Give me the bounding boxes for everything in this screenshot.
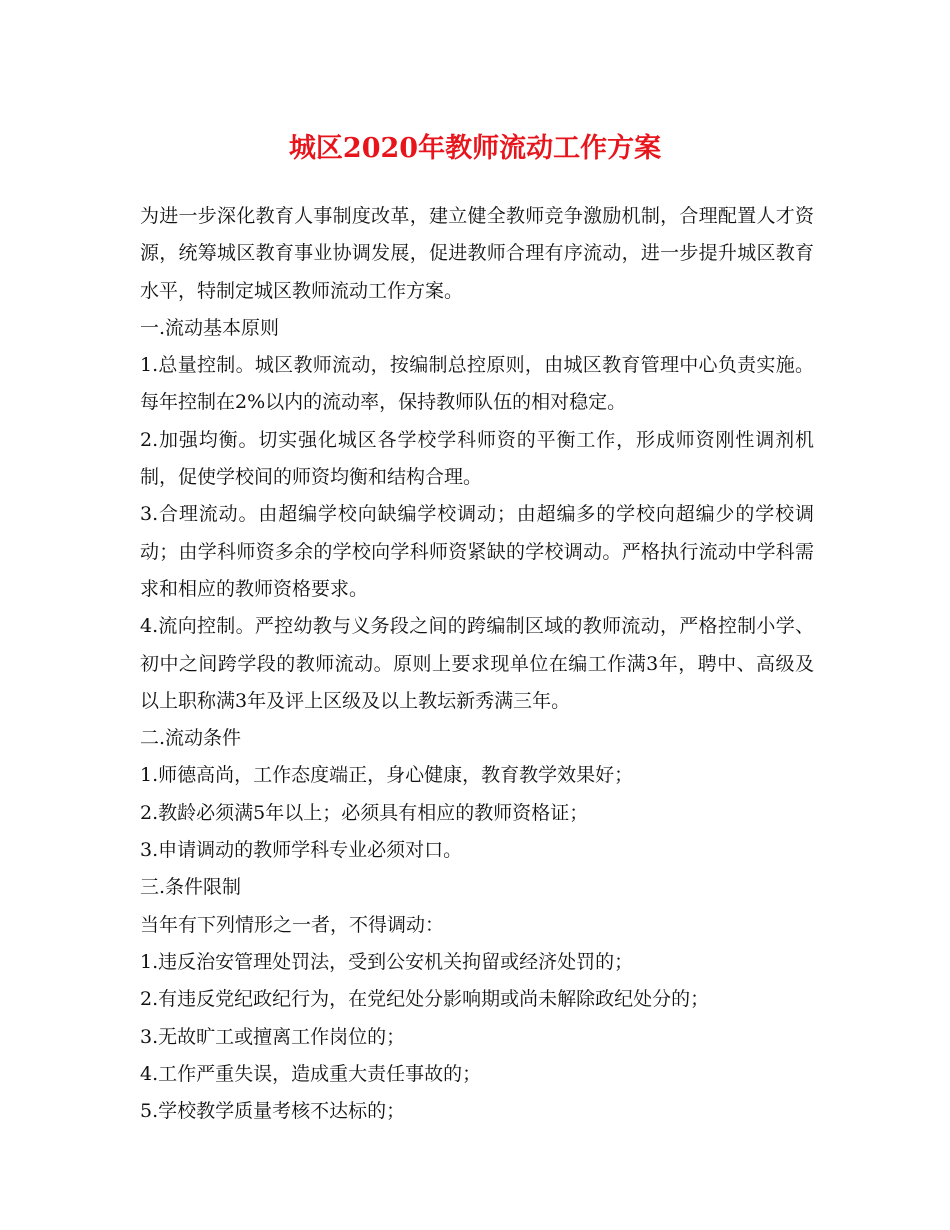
section-heading-restrictions: 三.条件限制	[140, 876, 242, 899]
paragraph-item: 3.申请调动的教师学科专业必须对口。	[140, 839, 463, 862]
paragraph-item: 5.学校教学质量考核不达标的；	[140, 1100, 406, 1123]
paragraph-item: 4.流向控制。严控幼教与义务段之间的跨编制区域的教师流动，严格控制小学、初中之间跨学段的教师流动。原则上要求现单位在编工作满3年，聘中、高级及以上职称满3年及评上区级及以上教坛新秀满三年。	[140, 615, 814, 712]
paragraph-item: 1.违反治安管理处罚法，受到公安机关拘留或经济处罚的；	[140, 950, 634, 973]
paragraph-intro: 为进一步深化教育人事制度改革，建立健全教师竞争激励机制，合理配置人才资源，统筹城区教育事业协调发展，促进教师合理有序流动，进一步提升城区教育水平，特制定城区教师流动工作方案。	[140, 205, 814, 302]
document-title: 城区2020年教师流动工作方案	[288, 133, 662, 164]
document-body	[140, 198, 814, 1130]
paragraph-lead: 当年有下列情形之一者，不得调动：	[140, 913, 445, 936]
paragraph-item: 4.工作严重失误，造成重大责任事故的；	[140, 1062, 482, 1085]
section-heading-principles: 一.流动基本原则	[140, 316, 280, 339]
paragraph-item: 1.总量控制。城区教师流动，按编制总控原则，由城区教育管理中心负责实施。每年控制在2%以内的流动率，保持教师队伍的相对稳定。	[140, 354, 814, 414]
paragraph-item: 1.师德高尚，工作态度端正，身心健康，教育教学效果好；	[140, 764, 634, 787]
paragraph-item: 3.无故旷工或擅离工作岗位的；	[140, 1025, 406, 1048]
paragraph-item: 2.教龄必须满5年以上；必须具有相应的教师资格证；	[140, 801, 589, 824]
paragraph-item: 2.加强均衡。切实强化城区各学校学科师资的平衡工作，形成师资刚性调剂机制，促使学校间的师资均衡和结构合理。	[140, 428, 814, 489]
section-heading-conditions: 二.流动条件	[140, 727, 242, 750]
paragraph-item: 3.合理流动。由超编学校向缺编学校调动；由超编多的学校向超编少的学校调动；由学科师资多余的学校向学科师资紧缺的学校调动。严格执行流动中学科需求和相应的教师资格要求。	[140, 503, 814, 600]
paragraph-item: 2.有违反党纪政纪行为，在党纪处分影响期或尚未解除政纪处分的；	[140, 988, 710, 1011]
